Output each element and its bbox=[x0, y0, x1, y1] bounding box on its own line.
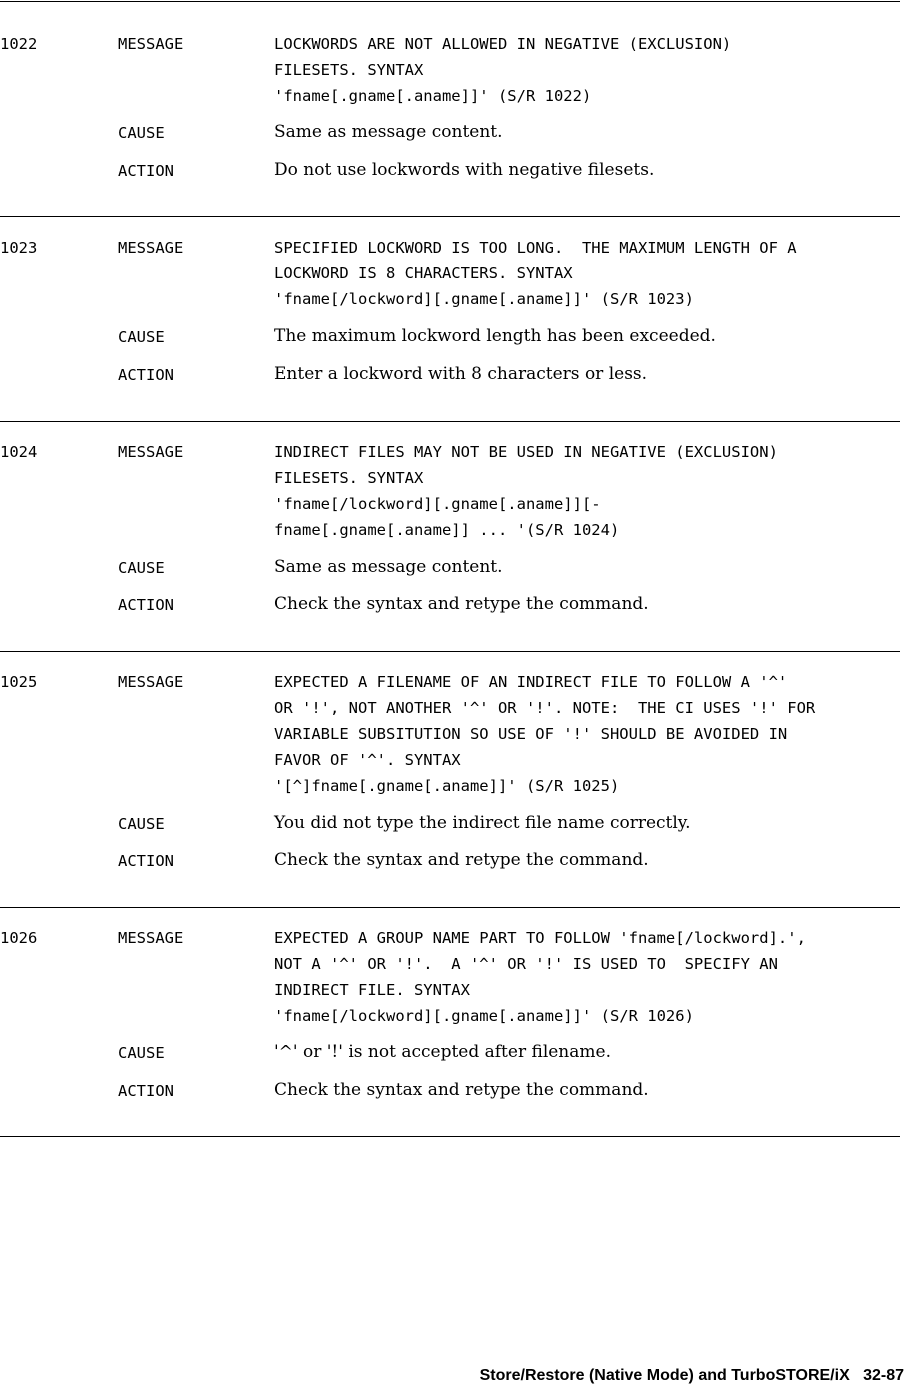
message-label: MESSAGE bbox=[118, 929, 184, 947]
message-line: LOCKWORD IS 8 CHARACTERS. SYNTAX bbox=[274, 264, 573, 282]
action-text: Check the syntax and retype the command. bbox=[274, 1080, 649, 1100]
entry-divider bbox=[0, 651, 900, 652]
cause-label: CAUSE bbox=[118, 1044, 165, 1062]
action-text: Check the syntax and retype the command. bbox=[274, 594, 649, 614]
error-code: 1022 bbox=[0, 35, 38, 53]
top-rule bbox=[0, 1, 900, 2]
message-line: 'fname[/lockword][.gname[.aname]][- bbox=[274, 495, 601, 513]
cause-label: CAUSE bbox=[118, 815, 165, 833]
action-text: Enter a lockword with 8 characters or less. bbox=[274, 364, 648, 384]
message-line: NOT A '^' OR '!'. A '^' OR '!' IS USED TO SPECIFY AN bbox=[274, 955, 778, 973]
error-code: 1026 bbox=[0, 929, 38, 947]
cause-text: Same as message content. bbox=[274, 122, 503, 142]
footer-title: Store/Restore (Native Mode) and TurboSTORE/iX bbox=[479, 1367, 850, 1384]
cause-text: You did not type the indirect file name correctly. bbox=[274, 813, 691, 833]
page-number: 32-87 bbox=[863, 1367, 904, 1384]
message-line: 'fname[.gname[.aname]]' (S/R 1022) bbox=[274, 87, 592, 105]
action-label: ACTION bbox=[118, 596, 174, 614]
entry-divider bbox=[0, 907, 900, 908]
message-line: 'fname[/lockword][.gname[.aname]]' (S/R 1023) bbox=[274, 290, 694, 308]
message-label: MESSAGE bbox=[118, 239, 184, 257]
message-line: EXPECTED A GROUP NAME PART TO FOLLOW 'fname[/lockword].', bbox=[274, 929, 806, 947]
message-line: '[^]fname[.gname[.aname]]' (S/R 1025) bbox=[274, 777, 620, 795]
cause-text: The maximum lockword length has been exceeded. bbox=[274, 326, 716, 346]
message-line: 'fname[/lockword][.gname[.aname]]' (S/R 1026) bbox=[274, 1007, 694, 1025]
message-line: FILESETS. SYNTAX bbox=[274, 61, 424, 79]
message-line: LOCKWORDS ARE NOT ALLOWED IN NEGATIVE (EXCLUSION) bbox=[274, 35, 732, 53]
cause-label: CAUSE bbox=[118, 124, 165, 142]
message-line: FILESETS. SYNTAX bbox=[274, 469, 424, 487]
action-label: ACTION bbox=[118, 1082, 174, 1100]
action-label: ACTION bbox=[118, 366, 174, 384]
message-line: INDIRECT FILE. SYNTAX bbox=[274, 981, 470, 999]
action-text: Check the syntax and retype the command. bbox=[274, 850, 649, 870]
error-code: 1024 bbox=[0, 443, 38, 461]
entry-divider bbox=[0, 421, 900, 422]
cause-text: '^' or '!' is not accepted after filename. bbox=[274, 1042, 611, 1062]
message-line: VARIABLE SUBSITUTION SO USE OF '!' SHOULD BE AVOIDED IN bbox=[274, 725, 788, 743]
cause-text: Same as message content. bbox=[274, 557, 503, 577]
message-line: OR '!', NOT ANOTHER '^' OR '!'. NOTE: THE CI USES '!' FOR bbox=[274, 699, 816, 717]
message-label: MESSAGE bbox=[118, 673, 184, 691]
cause-label: CAUSE bbox=[118, 328, 165, 346]
error-code: 1023 bbox=[0, 239, 38, 257]
message-line: INDIRECT FILES MAY NOT BE USED IN NEGATIVE (EXCLUSION) bbox=[274, 443, 778, 461]
message-line: SPECIFIED LOCKWORD IS TOO LONG. THE MAXIMUM LENGTH OF A bbox=[274, 239, 797, 257]
entry-divider bbox=[0, 216, 900, 217]
message-line: FAVOR OF '^'. SYNTAX bbox=[274, 751, 461, 769]
action-label: ACTION bbox=[118, 162, 174, 180]
action-label: ACTION bbox=[118, 852, 174, 870]
message-line: EXPECTED A FILENAME OF AN INDIRECT FILE TO FOLLOW A '^' bbox=[274, 673, 788, 691]
message-label: MESSAGE bbox=[118, 35, 184, 53]
message-line: fname[.gname[.aname]] ... '(S/R 1024) bbox=[274, 521, 620, 539]
page-footer bbox=[480, 1367, 904, 1385]
message-label: MESSAGE bbox=[118, 443, 184, 461]
bottom-rule bbox=[0, 1136, 900, 1137]
error-code: 1025 bbox=[0, 673, 38, 691]
cause-label: CAUSE bbox=[118, 559, 165, 577]
action-text: Do not use lockwords with negative filesets. bbox=[274, 160, 655, 180]
